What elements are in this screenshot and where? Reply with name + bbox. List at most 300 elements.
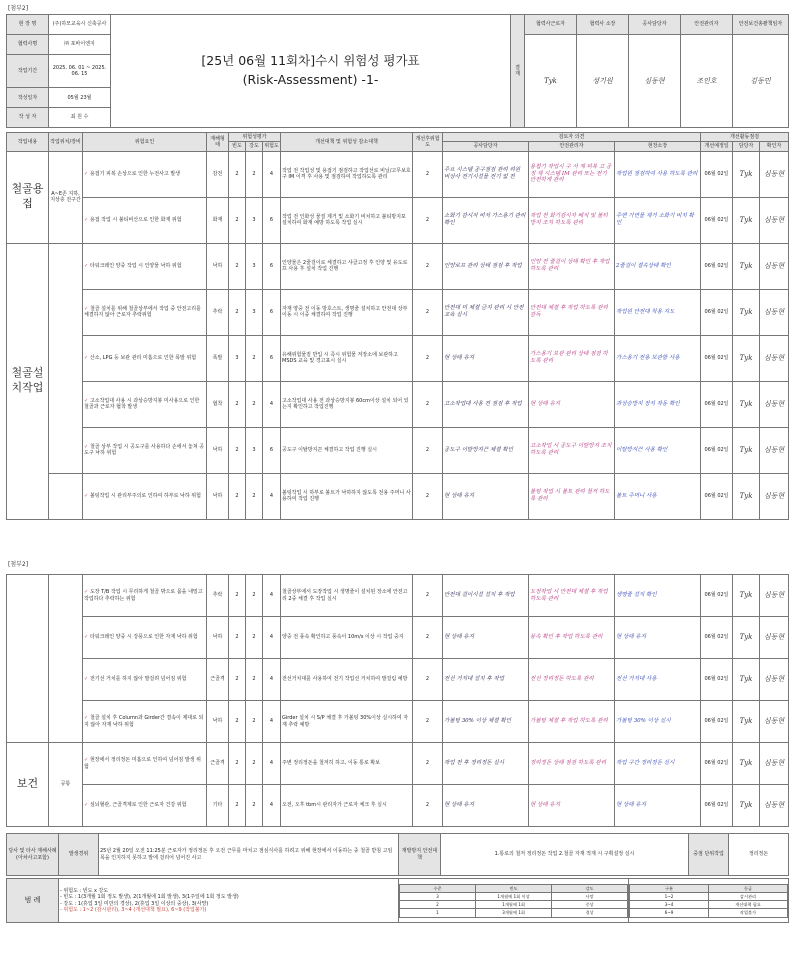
grade-cell: 감시관리 <box>709 892 788 900</box>
safety-note: 풍속 확인 후 작업 하도록 관리 <box>529 617 615 659</box>
writer-label: 작 성 자 <box>7 108 49 128</box>
legend-table <box>6 878 789 923</box>
risk-cell: 4 <box>263 785 281 827</box>
risk-cell: 4 <box>263 473 281 519</box>
checkmark-icon: ✓ <box>84 397 90 404</box>
reviewer-note: 인양로프 관리 상태 점검 후 작업 <box>443 243 529 289</box>
signature-4: 조인호 <box>681 34 733 127</box>
location-cell <box>49 575 83 743</box>
site-manager-note: 작업원 안전대 착용 지도 <box>615 289 701 335</box>
hazard-text: 용접기 피복 손상으로 인한 누전사고 발생 <box>89 170 180 177</box>
after-risk-cell: 2 <box>413 289 443 335</box>
risk-cell: 6 <box>263 289 281 335</box>
col-risk: 위험도 <box>264 143 279 150</box>
signature-3: 심동현 <box>629 34 681 127</box>
scale-cell: 2 <box>400 901 476 909</box>
site-manager-note: 가볼팅 30% 이상 실시 <box>615 701 701 743</box>
checker-sign: 심동현 <box>760 617 789 659</box>
grade-cell: 1~2 <box>630 892 709 900</box>
risk-cell: 4 <box>263 575 281 617</box>
planned-date-cell: 06월 02일 <box>701 659 733 701</box>
footer-table <box>6 833 789 876</box>
activity-label: 중점 단위작업 <box>689 834 729 876</box>
owner-sign: Tyk <box>733 151 760 197</box>
risk-row <box>7 151 789 197</box>
freq-cell: 3 <box>229 335 246 381</box>
planned-date-cell: 06월 02일 <box>701 335 733 381</box>
grade-table <box>629 884 788 918</box>
safety-note: 인양 전 줄걸이 상태 확인 후 작업 하도록 관리 <box>529 243 615 289</box>
hazard-cell <box>83 381 207 427</box>
safety-note: 용접기 작업시 구 서 제 피복 고 공정 제 시스템 IM 관리 또는 전기 안전하게 관리 <box>529 151 615 197</box>
after-risk-cell: 2 <box>413 151 443 197</box>
reviewer-note: 현 상태 유지 <box>443 473 529 519</box>
safety-note: 안전대 체결 후 작업 하도록 관리 감독 <box>529 289 615 335</box>
hazard-cell <box>83 659 207 701</box>
planned-date-cell: 06월 02일 <box>701 743 733 785</box>
disaster-cell: 근골격 <box>207 743 229 785</box>
freq-cell: 2 <box>229 243 246 289</box>
role-1: 협력사근로자 <box>525 15 577 35</box>
after-risk-cell: 2 <box>413 701 443 743</box>
owner-sign: Tyk <box>733 617 760 659</box>
risk-cell: 6 <box>263 197 281 243</box>
signature-1: Tyk <box>525 34 577 127</box>
after-risk-cell: 2 <box>413 473 443 519</box>
location-cell <box>49 473 83 519</box>
owner-sign: Tyk <box>733 473 760 519</box>
risk-sheet-1 <box>6 14 788 520</box>
prevent-label: 재발방지 안전대책 <box>399 834 441 876</box>
accident-text: 25년 2월 20일 오전 11:25분 근로자가 정리정돈 후 오전 근무를 마치고 점심식사를 하려고 위해 현장에서 이동하는 중 철골 받침 고임목을 인지하지 못하고 발에 걸리어 넘어진 사고 <box>99 834 399 876</box>
freq-cell: 2 <box>229 151 246 197</box>
hazard-cell <box>83 197 207 243</box>
checker-sign: 심동현 <box>760 743 789 785</box>
site-manager-note: 전선 거치대 사용 <box>615 659 701 701</box>
grade-head-1: 구분 <box>630 884 709 892</box>
risk-row <box>7 289 789 335</box>
after-risk-cell: 2 <box>413 659 443 701</box>
checkmark-icon: ✓ <box>84 216 90 223</box>
risk-cell: 4 <box>263 151 281 197</box>
owner-sign: Tyk <box>733 427 760 473</box>
checkmark-icon: ✓ <box>84 634 90 641</box>
activity-value: 정리정돈 <box>729 834 789 876</box>
scale-table <box>399 884 628 918</box>
checkmark-icon: ✓ <box>84 589 90 596</box>
date-value: 05월 23월 <box>49 88 111 108</box>
checker-sign: 심동현 <box>760 151 789 197</box>
location-cell: A~E존 지하, 지상층 전구간 <box>49 151 83 243</box>
checker-sign: 심동현 <box>760 381 789 427</box>
site-manager-note: 작업 구간 정리정돈 실시 <box>615 743 701 785</box>
checkmark-icon: ✓ <box>84 715 90 722</box>
freq-cell: 2 <box>229 743 246 785</box>
hazard-cell <box>83 151 207 197</box>
measure-cell: 철골상부에서 도장작업 시 생명줄이 설치된 장소에 안전고리 2중 체결 후 작업 실시 <box>281 575 413 617</box>
legend-line-3: - 강도 : 1(휴업 3일 미만의 경상), 2(휴업 3일 이상의 중상), 3(사망) <box>60 900 209 907</box>
hazard-cell <box>83 473 207 519</box>
grade-cell: 6~9 <box>630 909 709 917</box>
risk-cell: 6 <box>263 427 281 473</box>
measure-cell: 고소작업대 사용 전 과상승방지봉 60cm이상 설치 되어 있는지 확인하고 작업진행 <box>281 381 413 427</box>
owner-sign: Tyk <box>733 701 760 743</box>
role-2: 협력사 소장 <box>577 15 629 35</box>
site-manager-note: 주변 가연물 제거 소화기 비치 확인 <box>615 197 701 243</box>
legend-label: 범 례 <box>7 879 59 923</box>
hazard-cell <box>83 743 207 785</box>
date-label: 작성일자 <box>7 88 49 108</box>
disaster-cell: 낙하 <box>207 243 229 289</box>
risk-row <box>7 575 789 617</box>
after-risk-cell: 2 <box>413 743 443 785</box>
risk-rows-1 <box>7 151 789 519</box>
measure-cell: 작업 전 작업성 및 용접기 점검하고 작업선로 비닐/고무보호구 IM 이격 후 사용 및 점검하여 작업하도록 관리 <box>281 151 413 197</box>
safety-note: 도장작업 시 안전대 체결 후 작업 하도록 관리 <box>529 575 615 617</box>
sev-cell: 2 <box>246 743 263 785</box>
signature-2: 성기원 <box>577 34 629 127</box>
hazard-text: 철골 설치를 위해 철골상부에서 작업 중 안전고리를 체결하지 않아 근로자 추락위험 <box>84 305 201 318</box>
freq-cell: 2 <box>229 575 246 617</box>
grade-cell: 개선대책 필요 <box>709 901 788 909</box>
risk-sheet-2 <box>6 574 788 923</box>
reviewer-note: 주요 시스템 공구점검 관리 리원 비상사 전기시설물 전기 없 전 <box>443 151 529 197</box>
disaster-cell: 기타 <box>207 785 229 827</box>
disaster-cell: 낙하 <box>207 701 229 743</box>
col-reviewer: 공사담당자 <box>443 142 529 151</box>
hazard-text: 심뇌혈관, 근골격계로 인한 근로자 건강 위험 <box>89 802 187 809</box>
checkmark-icon: ✓ <box>84 443 90 450</box>
hazard-text: 산소, LPG 등 보관 관리 미흡으로 인한 폭발 위험 <box>89 354 197 361</box>
writer-value: 최 원 수 <box>49 108 111 128</box>
measure-cell: 공도구 이탈방지끈 체결하고 작업 진행 실시 <box>281 427 413 473</box>
planned-date-cell: 06월 02일 <box>701 701 733 743</box>
col-review: 검토자 의견 <box>443 133 701 142</box>
safety-note: 가볼팅 체결 후 작업 하도록 관리 <box>529 701 615 743</box>
risk-row <box>7 743 789 785</box>
measure-cell: 오전, 오후 tbm시 관리자가 근로자 체크 후 실시 <box>281 785 413 827</box>
work-cell <box>7 575 49 743</box>
scale-cell: 사망 <box>552 892 628 900</box>
measure-cell: Girder 설치 시 S/P 체결 후 가볼팅 30%이상 실시하여 자재 추락 예방 <box>281 701 413 743</box>
hazard-text: 도장 T/B 작업 시 무리하게 철골 밖으로 몸을 내밀고 작업하다 추락하는 위험 <box>84 589 203 602</box>
safety-note: 작업 전 화기감시자 배치 및 불티방지 조치 하도록 관리 <box>529 197 615 243</box>
freq-cell: 2 <box>229 381 246 427</box>
col-sev: 강도 <box>246 142 263 151</box>
reviewer-note: 현 상태 유지 <box>443 617 529 659</box>
checker-sign: 심동현 <box>760 659 789 701</box>
reviewer-note: 작업 전 후 정리정돈 실시 <box>443 743 529 785</box>
freq-cell: 2 <box>229 473 246 519</box>
hazard-cell <box>83 617 207 659</box>
grade-head-2: 등급 <box>709 884 788 892</box>
site-manager-note: 볼트 주머니 사용 <box>615 473 701 519</box>
safety-note: 현 상태 유지 <box>529 785 615 827</box>
role-4: 안전관리자 <box>681 15 733 35</box>
risk-row <box>7 701 789 743</box>
legend-line-4: - 위험도 : 1~2 (감시관리), 3~4 (개선대책 필요), 6~9 (작업불가) <box>60 906 207 913</box>
risk-row <box>7 197 789 243</box>
sev-cell: 2 <box>246 335 263 381</box>
location-cell <box>49 243 83 473</box>
checker-sign: 심동현 <box>760 427 789 473</box>
reviewer-note: 안전대 걸이시설 설치 후 작업 <box>443 575 529 617</box>
planned-date-cell: 06월 02일 <box>701 575 733 617</box>
disaster-cell: 낙하 <box>207 473 229 519</box>
sev-cell: 2 <box>246 151 263 197</box>
checkmark-icon: ✓ <box>84 757 90 764</box>
measure-cell: 작업 전 인화성 물질 제거 및 소화기 비치하고 불티방지포 설치하여 화재 예방 하도록 작업 실시 <box>281 197 413 243</box>
risk-row <box>7 473 789 519</box>
disaster-cell: 근골격 <box>207 659 229 701</box>
safety-note: 전선 정리정돈 하도록 관리 <box>529 659 615 701</box>
planned-date-cell: 06월 02일 <box>701 427 733 473</box>
scale-head-3: 강도 <box>552 884 628 892</box>
hazard-text: 현장에서 정리정돈 미흡으로 인하여 넘어짐 발생 위험 <box>84 757 201 770</box>
risk-cell: 4 <box>263 659 281 701</box>
reviewer-note: 소화기 감시자 비치 가스용기 관리 확인 <box>443 197 529 243</box>
scale-head-1: 수준 <box>400 884 476 892</box>
scale-head-2: 빈도 <box>476 884 552 892</box>
page-title: [25년 06월 11회차]수시 위험성 평가표 <box>201 53 420 69</box>
checker-sign: 심동현 <box>760 575 789 617</box>
after-risk-cell: 2 <box>413 243 443 289</box>
col-planned: 개선예정일 <box>701 142 733 151</box>
hazard-cell <box>83 335 207 381</box>
site-manager-note: 현 상태 유지 <box>615 785 701 827</box>
owner-sign: Tyk <box>733 785 760 827</box>
freq-cell: 2 <box>229 617 246 659</box>
disaster-cell: 추락 <box>207 289 229 335</box>
measure-cell: 볼팅작업 시 하부로 볼트가 낙하하지 않도록 전용 주머니 사용하여 작업 진행 <box>281 473 413 519</box>
hazard-text: 타워크레인 양중 시 강풍으로 인한 자재 낙하 위험 <box>89 634 198 641</box>
sev-cell: 3 <box>246 289 263 335</box>
checkmark-icon: ✓ <box>84 262 90 269</box>
disaster-cell: 낙하 <box>207 617 229 659</box>
hazard-text: 전기선 거치를 하지 않아 발걸려 넘어짐 위험 <box>89 676 187 683</box>
measure-cell: 자재 양중 전 이동 방호스트, 생명줄 설치하고 안전대 상부 이동 시 이중 체결하여 작업 진행 <box>281 289 413 335</box>
sev-cell: 2 <box>246 701 263 743</box>
planned-date-cell: 06월 02일 <box>701 289 733 335</box>
risk-rows-2 <box>7 575 789 827</box>
role-5: 안전보건총괄책임자 <box>733 15 789 35</box>
safety-note: 볼팅 작업 시 볼트 관리 철저 하도록 관리 <box>529 473 615 519</box>
reviewer-note: 공도구 이탈방지끈 체결 확인 <box>443 427 529 473</box>
owner-sign: Tyk <box>733 289 760 335</box>
partner-value: ㈜ 포바이엔지 <box>49 34 111 54</box>
col-disaster: 재해형태 <box>207 133 229 152</box>
sev-cell: 2 <box>246 381 263 427</box>
site-manager-note: 이탈방지끈 사용 확인 <box>615 427 701 473</box>
site-label: 현 장 명 <box>7 15 49 35</box>
risk-cell: 4 <box>263 701 281 743</box>
after-risk-cell: 2 <box>413 335 443 381</box>
grade-cell: 작업불가 <box>709 909 788 917</box>
owner-sign: Tyk <box>733 659 760 701</box>
hazard-cell <box>83 243 207 289</box>
work-cell: 철골용접 <box>7 151 49 243</box>
checkmark-icon: ✓ <box>84 676 90 683</box>
legend-line-1: - 위험도 : 빈도 x 강도 <box>60 888 109 894</box>
disaster-cell: 화재 <box>207 197 229 243</box>
checkmark-icon: ✓ <box>84 305 90 312</box>
hazard-cell <box>83 575 207 617</box>
disaster-cell: 협착 <box>207 381 229 427</box>
disaster-cell: 폭발 <box>207 335 229 381</box>
site-value: (주)하모교육시 신축공사 <box>49 15 111 35</box>
approval-label: 결 재 <box>511 15 525 128</box>
accident-label: 당사 및 타사 재해사례(아차사고포함) <box>7 834 59 876</box>
location-cell: 공통 <box>49 743 83 827</box>
planned-date-cell: 06월 02일 <box>701 473 733 519</box>
site-manager-note: 생명줄 설치 확인 <box>615 575 701 617</box>
sev-cell: 2 <box>246 785 263 827</box>
sheet-tag-1: [첨부2] <box>8 5 29 12</box>
freq-cell: 2 <box>229 289 246 335</box>
risk-cell: 6 <box>263 243 281 289</box>
risk-table-2 <box>6 574 789 827</box>
checkmark-icon: ✓ <box>84 170 90 177</box>
hazard-cell <box>83 701 207 743</box>
col-hazard: 위험요인 <box>83 133 207 152</box>
risk-row <box>7 617 789 659</box>
scale-cell: 1개월에 1회 이상 <box>476 892 552 900</box>
planned-date-cell: 06월 02일 <box>701 243 733 289</box>
col-site-mgr: 현장소장 <box>615 142 701 151</box>
site-manager-note: 과상승방지 장치 작동 확인 <box>615 381 701 427</box>
sev-cell: 3 <box>246 197 263 243</box>
safety-note: 가스용기 보관 관리 상태 점검 하도록 관리 <box>529 335 615 381</box>
reviewer-note: 전선 거치대 설치 후 작업 <box>443 659 529 701</box>
period-label: 작업기간 <box>7 54 49 87</box>
col-measure: 개선대책 및 위험성 감소대책 <box>281 133 413 152</box>
checkmark-icon: ✓ <box>84 354 90 361</box>
checkmark-icon: ✓ <box>84 802 90 809</box>
measure-cell: 양중 전 풍속 확인하고 풍속이 10m/s 이상 시 작업 중지 <box>281 617 413 659</box>
after-risk-cell: 2 <box>413 427 443 473</box>
page-subtitle: (Risk-Assessment) -1- <box>242 72 379 87</box>
after-risk-cell: 2 <box>413 575 443 617</box>
site-manager-note: 가스용기 전용 보관함 사용 <box>615 335 701 381</box>
after-risk-cell: 2 <box>413 617 443 659</box>
scale-cell: 3 <box>400 892 476 900</box>
owner-sign: Tyk <box>733 243 760 289</box>
freq-cell: 2 <box>229 785 246 827</box>
period-value: 2025. 06. 01 ~ 2025. 06. 15 <box>49 54 111 87</box>
checker-sign: 심동현 <box>760 785 789 827</box>
work-cell: 보건 <box>7 743 49 827</box>
col-checker: 확인자 <box>760 142 789 151</box>
risk-row <box>7 381 789 427</box>
sheet-tag-2: [첨부2] <box>8 561 29 568</box>
risk-table-1 <box>6 132 789 520</box>
accident-type-label: 발생경위 <box>59 834 99 876</box>
sev-cell: 3 <box>246 427 263 473</box>
freq-cell: 2 <box>229 701 246 743</box>
after-risk-cell: 2 <box>413 785 443 827</box>
col-location: 작업위치/장비 <box>49 133 83 152</box>
disaster-cell: 감전 <box>207 151 229 197</box>
site-manager-note: 작업원 점검하여 사용 하도록 관리 <box>615 151 701 197</box>
col-activity: 개선활동점검 <box>701 133 789 142</box>
signature-5: 김동민 <box>733 34 789 127</box>
scale-cell: 1 <box>400 909 476 917</box>
measure-cell: 주변 정리정돈을 철저히 하고, 이동 통로 확보 <box>281 743 413 785</box>
reviewer-note: 현 상태 유지 <box>443 335 529 381</box>
grade-cell: 3~4 <box>630 901 709 909</box>
safety-note: 정리정돈 상태 점검 하도록 관리 <box>529 743 615 785</box>
scale-cell: 경상 <box>552 909 628 917</box>
col-work: 작업내용 <box>7 133 49 152</box>
risk-row <box>7 659 789 701</box>
legend-line-2: - 빈도 : 1(3개월 1회 정도 발생), 2(1개월에 1회 발생), 3(1주일에 1회 정도 발생) <box>60 894 239 901</box>
checker-sign: 심동현 <box>760 473 789 519</box>
hazard-text: 용접 작업 시 불티비산으로 인한 화재 위험 <box>89 216 182 223</box>
freq-cell: 2 <box>229 197 246 243</box>
disaster-cell: 추락 <box>207 575 229 617</box>
checkmark-icon: ✓ <box>84 492 90 499</box>
hazard-cell <box>83 289 207 335</box>
planned-date-cell: 06월 02일 <box>701 785 733 827</box>
role-3: 공사담당자 <box>629 15 681 35</box>
safety-note: 현 상태 유지 <box>529 381 615 427</box>
reviewer-note: 현 상태 유지 <box>443 785 529 827</box>
hazard-text: 타워크레인 양중 작업 시 인양물 낙하 위험 <box>89 262 182 269</box>
site-manager-note: 현 상태 유지 <box>615 617 701 659</box>
work-cell: 철골설치작업 <box>7 243 49 519</box>
risk-cell: 4 <box>263 381 281 427</box>
measure-cell: 전선거치대를 사용하여 전기 작업선 거치하여 발걸림 예방 <box>281 659 413 701</box>
freq-cell: 2 <box>229 427 246 473</box>
owner-sign: Tyk <box>733 335 760 381</box>
disaster-cell: 낙하 <box>207 427 229 473</box>
header-table <box>6 14 789 128</box>
hazard-cell <box>83 427 207 473</box>
hazard-text: 볼팅작업 시 관리부주의로 인하여 하부로 낙하 위험 <box>89 492 201 499</box>
risk-cell: 6 <box>263 335 281 381</box>
risk-row <box>7 243 789 289</box>
after-risk-cell: 2 <box>413 197 443 243</box>
planned-date-cell: 06월 02일 <box>701 381 733 427</box>
measure-cell: 유해위험물질 반입 시 즉시 위험물 저장소에 보관하고 MSDS 교육 및 경고표시 실시 <box>281 335 413 381</box>
planned-date-cell: 06월 02일 <box>701 197 733 243</box>
safety-note: 고소작업 시 공도구 이탈방지 조치 하도록 관리 <box>529 427 615 473</box>
scale-cell: 3개월에 1회 <box>476 909 552 917</box>
freq-cell: 2 <box>229 659 246 701</box>
hazard-text: 철골 상부 작업 시 공도구를 사용하다 손에서 놓쳐 공도구 낙하 위험 <box>84 443 205 456</box>
sev-cell: 2 <box>246 617 263 659</box>
hazard-text: 고소작업대 사용 시 과상승방지봉 미사용으로 인한 철골과 근로자 협착 발생 <box>84 397 200 410</box>
hazard-cell <box>83 785 207 827</box>
checker-sign: 심동현 <box>760 243 789 289</box>
risk-row <box>7 785 789 827</box>
owner-sign: Tyk <box>733 381 760 427</box>
sev-cell: 2 <box>246 659 263 701</box>
hazard-text: 철골 설치 후 Column과 Girder간 결속이 제대로 되지 않아 자재 낙하 위험 <box>84 715 204 728</box>
legend-lines <box>59 879 399 923</box>
checker-sign: 심동현 <box>760 289 789 335</box>
owner-sign: Tyk <box>733 197 760 243</box>
reviewer-note: 안전대 미 체결 금지 관리 시 안전교육 실시 <box>443 289 529 335</box>
prevent-text: 1.통로의 철저 정리정돈 작업 2.철골 자재 적재 시 구획설정 실시 <box>441 834 689 876</box>
owner-sign: Tyk <box>733 575 760 617</box>
scale-cell: 중상 <box>552 901 628 909</box>
planned-date-cell: 06월 02일 <box>701 617 733 659</box>
risk-row <box>7 427 789 473</box>
planned-date-cell: 06월 02일 <box>701 151 733 197</box>
sev-cell: 3 <box>246 243 263 289</box>
site-manager-note: 2줄걸이 결속상태 확인 <box>615 243 701 289</box>
